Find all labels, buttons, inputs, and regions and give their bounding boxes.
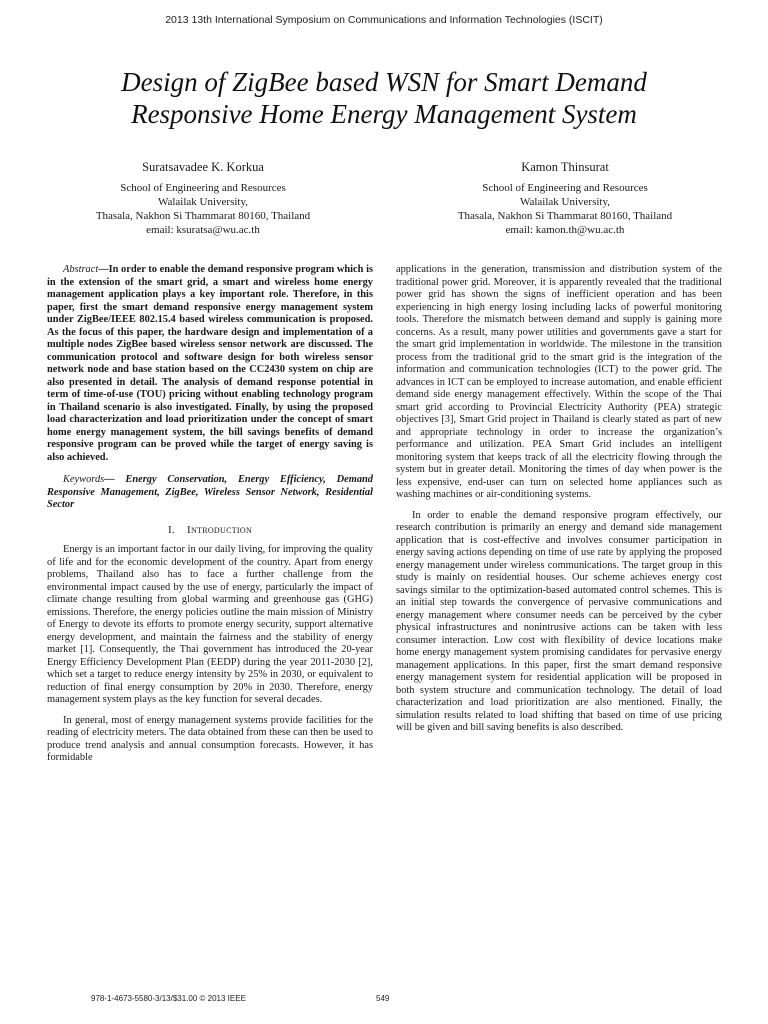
section-heading — [47, 524, 373, 537]
author-email: email: ksuratsa@wu.ac.th — [146, 224, 260, 236]
keywords — [47, 474, 373, 512]
page-number: 549 — [376, 994, 390, 1003]
author-address: Thasala, Nakhon Si Thammarat 80160, Thailand — [457, 210, 673, 222]
author-address: Thasala, Nakhon Si Thammarat 80160, Thailand — [95, 210, 311, 222]
abstract-body: —In order to enable the demand responsive program which is in the extension of the smart grid, a smart and wireless home energy management application plays a key important role. Therefore, in this paper, first the smart demand responsive energy management system under ZigBee/IEEE 802.15.4 based wireless communication is proposed. As the focus of this paper, the hardware design and implementation of a multiple nodes ZigBee based wireless sensor network are discussed. The communication protocol and software design for both wireless sensor network node and base station based on the CC2430 system on chip are also presented in detail. The analysis of demand response potential in term of time-of-use (TOU) pricing without enabling technology program in Thailand scenario is also investigated. Finally, by using the proposed load characterization and load prioritization under the concept of smart home energy management system, the bill savings benefits of demand responsive program can be proved while the target of energy saving is also achieved. — [47, 264, 373, 463]
keywords-body: — Energy Conservation, Energy Efficiency, Demand Responsive Management, ZigBee, Wireless Sensor Network, Residential Sector — [47, 474, 373, 510]
conference-header: 2013 13th International Symposium on Communications and Information Technologies (ISCIT) — [165, 14, 603, 26]
body-paragraph: applications in the generation, transmission and distribution system of the traditional power grid. Moreover, it is apparently revealed that the traditional power grid has shown the signs of inefficient operation and has been experiencing in high energy losing including lacks of powerful monitoring tools. Therefore the mismatch between demand and supply is gaining more concerns. As a result, many power utilities and governments gave a start for the smart grid implementation in worldwide. The milestone in the transition process from the traditional grid to the smart grid is the integration of the information and communication technologies (ICT) to the power grid. The advances in ICT can be employed to increase automation, and enable efficient demand side energy management effectively. Within the scope of the Thai smart grid according to Provincial Electricity Authority (PEA) strategic objectives [3], Smart Grid project in Thailand is clearly stated as part of new and appropriate technology in order to increase the organization’s performance and utilization. PEA Smart Grid includes an intelligent monitoring system that keeps track of all the electricity flowing through the system but in greater detail. Monitoring the times of day when power is the less expensive, end-user can turn on selected home appliances such as washing machines or air-conditioning systems. — [396, 264, 722, 500]
left-column — [47, 264, 373, 773]
keywords-lead: Keywords — [63, 474, 105, 485]
footer-isbn: 978-1-4673-5580-3/13/$31.00 © 2013 IEEE — [91, 994, 246, 1003]
author-2 — [400, 160, 730, 237]
abstract-lead: Abstract — [63, 264, 99, 275]
right-column — [396, 264, 722, 743]
author-1 — [38, 160, 368, 237]
body-paragraph: In general, most of energy management systems provide facilities for the reading of electricity meters. The data obtained from these can then be used to produce trend analysis and annual consumption forecasts. However, it has formidable — [47, 714, 373, 763]
paper-title-line-1: Design of ZigBee based WSN for Smart Demand — [121, 67, 647, 97]
paper-title-line-2: Responsive Home Energy Management System — [131, 99, 637, 129]
section-title: Introduction — [186, 523, 253, 536]
body-paragraph: In order to enable the demand responsive program effectively, our research contribution is primarily an energy and demand side management application that is cost-effective and involves consumer participation in energy saving actions depending on time of use rate by applying the proposed energy management under wireless communications. The target group in this study is mainly on residential houses. Our scheme achieves energy cost savings similar to the optimization-based automated control schemes. This is an initial step towards the convergence of pervasive communications and energy management where consumer needs can be perceived by the cyber physical infrastructures and nonintrusive actions can be taken with less consumer interaction. Low cost with flexibility of device locations make home energy management system promising candidates for pervasive energy management applications. In this paper, first the smart demand responsive energy management system for residential application will be proposed in both system structure and communication technology. The detail of load characterization and load prioritization are also mentioned. Finally, the simulation results related to load shifting that based on time of use pricing will be given and bill saving benefits is also described. — [396, 509, 722, 733]
author-name: Suratsavadee K. Korkua — [142, 160, 264, 174]
author-university: Walailak University, — [519, 196, 611, 208]
author-name: Kamon Thinsurat — [521, 160, 609, 174]
paper-title — [40, 66, 728, 130]
abstract — [47, 264, 373, 464]
section-number: I. — [167, 523, 175, 536]
body-paragraph: Energy is an important factor in our daily living, for improving the quality of life and for the economic development of the country. Apart from energy problems, Thailand also has to face a further challenge from the environmental impact caused by the use of energy, particularly the impact of climate change resulting from global warming and greenhouse gas (GHG) emissions. Therefore, the energy policies outline the main mission of Ministry of Energy to devote its efforts to promote energy security, support alternative energy development, and maintain the fairness and the stability of energy market [1]. Consequently, the Thai government has introduced the 20-year Energy Efficiency Development Plan (EEDP) during the year 2011-2030 [2], which set a target to reduce energy intensity by 25% in 2030, or equivalent to reduction of final energy consumption by 20% in 2030. Therefore, energy management system plays as the key function for several decades. — [47, 544, 373, 705]
author-university: Walailak University, — [157, 196, 249, 208]
author-email: email: kamon.th@wu.ac.th — [505, 224, 625, 236]
author-affiliation: School of Engineering and Resources — [120, 182, 286, 194]
author-affiliation: School of Engineering and Resources — [482, 182, 648, 194]
